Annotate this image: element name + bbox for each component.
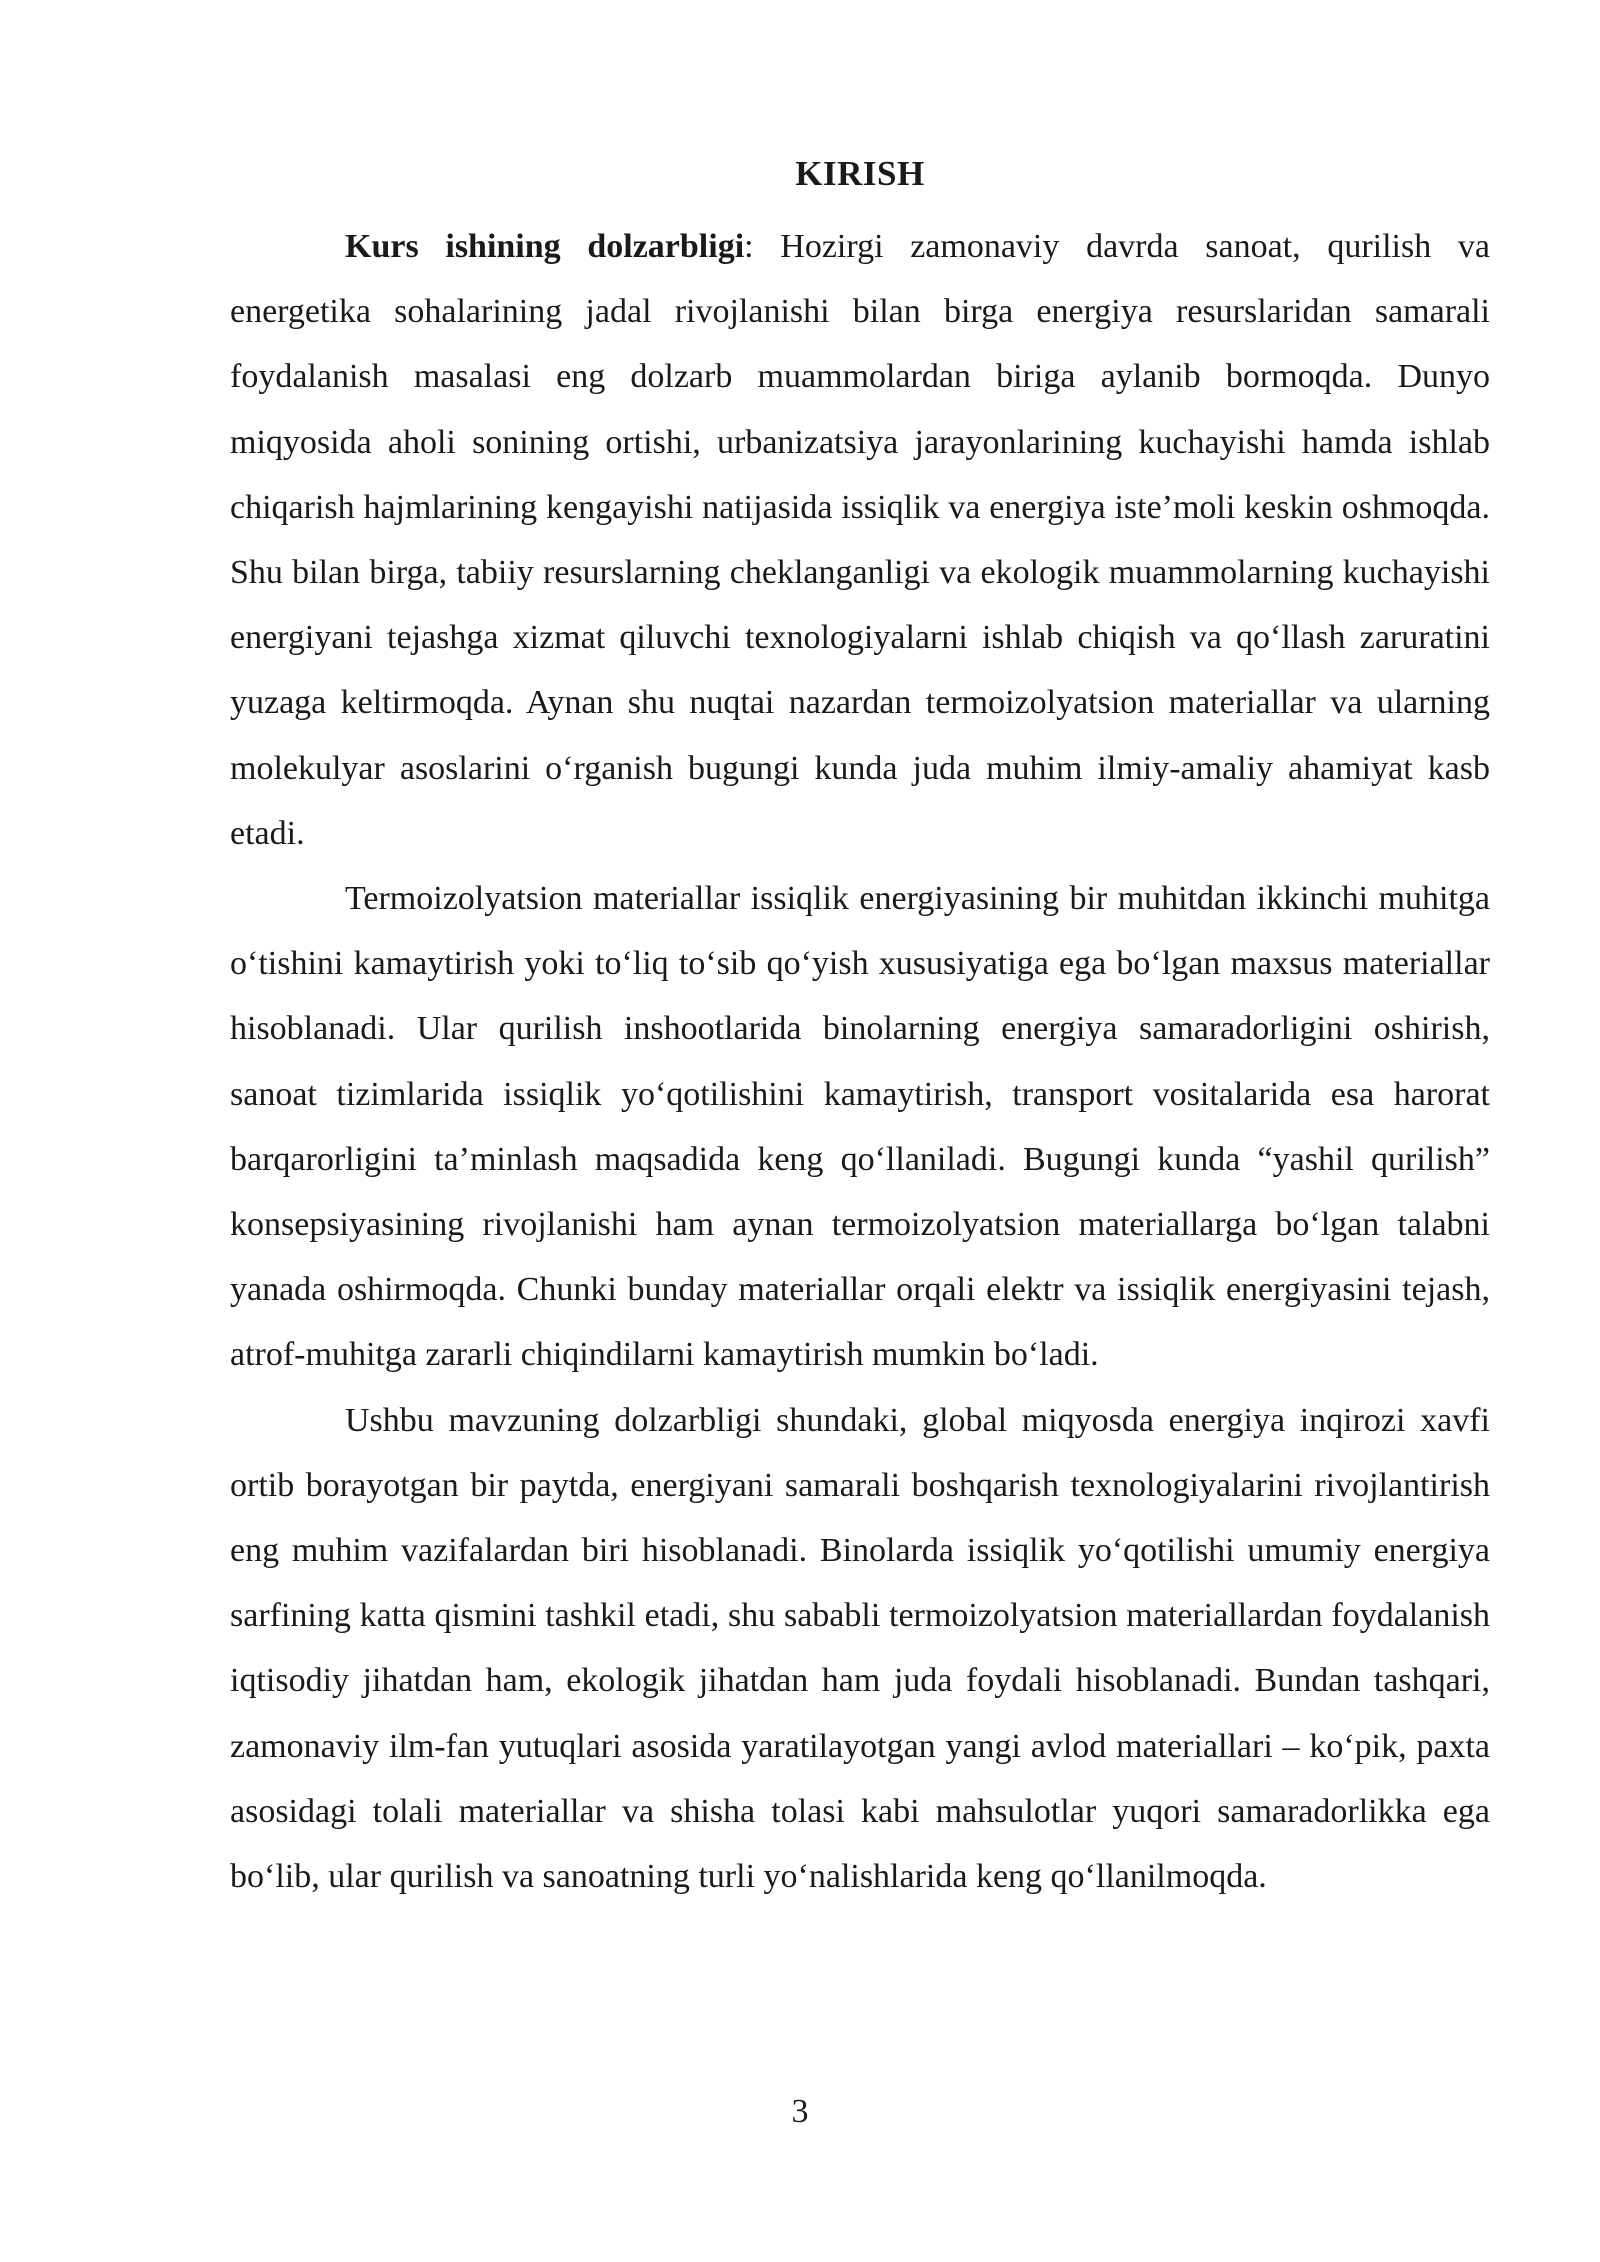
- paragraph-global-relevance: [230, 1388, 1490, 1910]
- page-number: 3: [791, 2093, 809, 2130]
- page-content: [230, 150, 1490, 1909]
- lead-separator: :: [744, 228, 754, 265]
- paragraph-text: Termoizolyatsion materiallar issiqlik energiyasining bir muhitdan ikkinchi muhitga o‘tishini kamaytirish yoki to‘liq to‘sib qo‘yish xususiyatiga ega bo‘lgan maxsus materiallar hisoblanadi. Ular qurilish inshootlarida binolarning energiya samaradorligini oshirish, sanoat tizimlarida issiqlik yo‘qotilishini kamaytirish, transport vositalarida esa harorat barqarorligini ta’minlash maqsadida keng qo‘llaniladi. Bugungi kunda “yashil qurilish” konsepsiyasining rivojlanishi ham aynan termoizolyatsion materiallarga bo‘lgan talabni yanada oshirmoqda. Chunki bunday materiallar orqali elektr va issiqlik energiyasini tejash, atrof-muhitga zararli chiqindilarni kamaytirish mumkin bo‘ladi.: [230, 880, 1490, 1374]
- paragraph-text: Hozirgi zamonaviy davrda sanoat, qurilish va energetika sohalarining jadal rivojlanishi bilan birga energiya resurslaridan samarali foydalanish masalasi eng dolzarb muammolardan biriga aylanib bormoqda. Dunyo miqyosida aholi sonining ortishi, urbanizatsiya jarayonlarining kuchayishi hamda ishlab chiqarish hajmlarining kengayishi natijasida issiqlik va energiya iste’moli keskin oshmoqda. Shu bilan birga, tabiiy resurslarning cheklanganligi va ekologik muammolarning kuchayishi energiyani tejashga xizmat qiluvchi texnologiyalarni ishlab chiqish va qo‘llash zaruratini yuzaga keltirmoqda. Aynan shu nuqtai nazardan termoizolyatsion materiallar va ularning molekulyar asoslarini o‘rganish bugungi kunda juda muhim ilmiy-amaliy ahamiyat kasb etadi.: [230, 228, 1490, 852]
- paragraph-lead: Kurs ishining dolzarbligi: [345, 228, 745, 265]
- paragraph-relevance: [230, 214, 1490, 866]
- paragraph-text: Ushbu mavzuning dolzarbligi shundaki, global miqyosda energiya inqirozi xavfi ortib borayotgan bir paytda, energiyani samarali boshqarish texnologiyalarini rivojlantirish eng muhim vazifalardan biri hisoblanadi. Binolarda issiqlik yo‘qotilishi umumiy energiya sarfining katta qismini tashkil etadi, shu sababli termoizolyatsion materiallardan foydalanish iqtisodiy jihatdan ham, ekologik jihatdan ham juda foydali hisoblanadi. Bundan tashqari, zamonaviy ilm-fan yutuqlari asosida yaratilayotgan yangi avlod materiallari – ko‘pik, paxta asosidagi tolali materiallar va shisha tolasi kabi mahsulotlar yuqori samaradorlikka ega bo‘lib, ular qurilish va sanoatning turli yo‘nalishlarida keng qo‘llanilmoqda.: [230, 1401, 1490, 1896]
- page-heading: KIRISH: [795, 154, 925, 193]
- paragraph-materials: [230, 866, 1490, 1388]
